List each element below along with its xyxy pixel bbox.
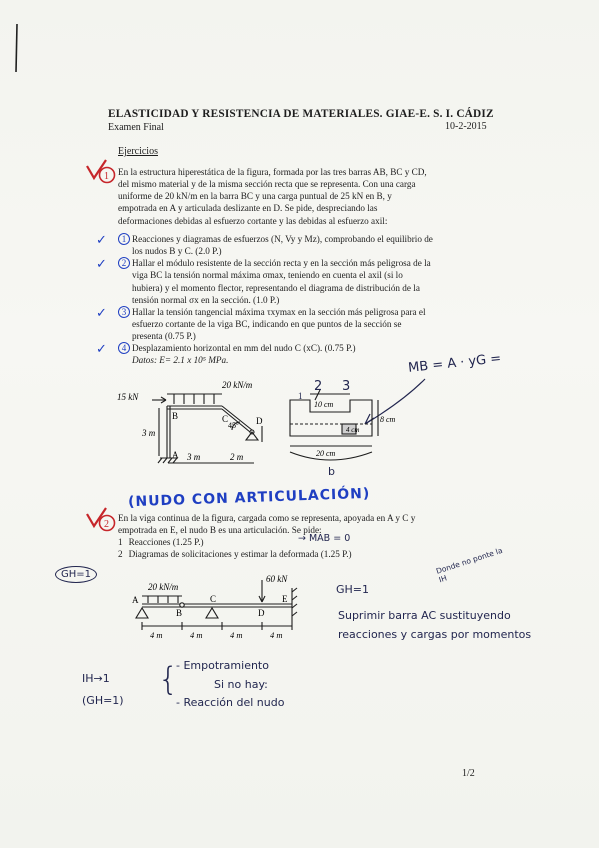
data-line: Datos: E= 2.1 x 10⁵ MPa. (132, 355, 229, 366)
label-load: 20 kN/m (148, 582, 179, 592)
intro-line: empotrada en A y articulada deslizante en D. Se pide, despreciando las (118, 203, 378, 214)
handwritten-formula: MB = A · yG = (407, 351, 502, 376)
label-node-c: C (222, 414, 229, 424)
item-number: 1 (118, 233, 130, 245)
item-number: 4 (118, 342, 130, 354)
item-3 (96, 304, 488, 342)
label-span-4: 4 m (270, 630, 283, 640)
item-line: esfuerzo cortante de la viga BC, indicando en que puntos de la sección se (132, 318, 402, 329)
label-node-a: A (132, 595, 139, 605)
handwritten-1: 1 (298, 391, 303, 401)
label-angle-45: 45º (228, 421, 239, 430)
exercise-1-number: 1 (104, 171, 109, 182)
label-inner-4cm: 4 cm (346, 426, 360, 434)
label-base-20cm: 20 cm (316, 449, 336, 458)
label-node-b: B (172, 411, 179, 421)
exercise-1-intro (118, 166, 488, 227)
item-line: Hallar la tensión tangencial máxima τxymax en la sección más peligrosa para el (132, 306, 426, 317)
brace-icon: { (158, 660, 179, 698)
label-node-c: C (210, 594, 217, 604)
label-point-load: 60 kN (266, 574, 288, 584)
label-node-e: E (282, 594, 288, 604)
exam-title: ELASTICIDAD Y RESISTENCIA DE MATERIALES. GIAE-E. S. I. CÁDIZ (108, 108, 494, 120)
section-heading: Ejercicios (118, 146, 158, 157)
label-height-3m: 3 m (142, 428, 156, 438)
bullet-line: Si no hay: (214, 677, 268, 691)
label-load-15: 15 kN (117, 392, 139, 402)
note-right: Donde no ponte la IH (434, 545, 504, 585)
page-number: 1/2 (462, 768, 475, 779)
intro-line: En la estructura hiperestática de la figura, formada por las tres barras AB, BC y CD, (118, 167, 427, 177)
bullet-notes (176, 657, 284, 713)
item-number: 3 (118, 306, 130, 318)
exercise-2-number: 2 (104, 519, 109, 530)
item-4 (96, 341, 488, 357)
handwritten-2: 2 (314, 379, 323, 394)
gh-equals: GH=1 (336, 583, 370, 596)
beam-figure (120, 568, 325, 643)
label-node-d: D (256, 416, 263, 426)
item-number: 1 (118, 537, 123, 548)
intro-line: del mismo material y de la misma sección recta que se representa. Con una carga (118, 179, 416, 190)
check-mark-1 (84, 158, 118, 186)
ih-label: IH→1 (82, 672, 110, 685)
intro-line: deformaciones debidas al esfuerzo cortante y las debidas al esfuerzo axil: (118, 215, 388, 226)
item-line: Hallar el módulo resistente de la sección recta y en la sección más peligrosa de la (132, 258, 431, 269)
blue-check-icon: ✓ (96, 232, 107, 247)
exercise-1-items (96, 232, 488, 367)
item-text: Reacciones (1.25 P.) (128, 537, 204, 548)
item-2 (96, 256, 488, 306)
item-line: presenta (0.75 P.) (132, 331, 196, 342)
item-line: tensión normal σx en la sección. (1.0 P.) (132, 294, 280, 305)
note-line: reacciones y cargas por momentos (338, 628, 532, 642)
margin-stroke (16, 24, 17, 72)
label-node-a: A (172, 450, 179, 460)
label-node-d: D (258, 608, 265, 618)
item-line: Desplazamiento horizontal en mm del nudo C (xC). (0.75 P.) (132, 343, 356, 354)
suprimir-note (338, 606, 578, 645)
label-span-2: 4 m (190, 630, 203, 640)
item-line: viga BC la tensión normal máxima σmax, teniendo en cuenta el axil (si lo (132, 270, 403, 281)
item-line: hubiera) y el momento flector, representando el diagrama de distribución de la (132, 282, 420, 293)
gh-circle: GH=1 (55, 566, 97, 583)
handwritten-3: 3 (342, 379, 351, 394)
label-height-8cm: 8 cm (380, 415, 396, 424)
intro-line: empotrada en E, el nudo B es una articulación. Se pide: (118, 525, 322, 536)
handwritten-mab: → MAB = 0 (298, 533, 351, 544)
blue-check-icon: ✓ (96, 304, 107, 320)
item-1 (96, 232, 488, 257)
frame-figure (112, 378, 292, 468)
label-top-10cm: 10 cm (314, 400, 334, 409)
bullet-line: - Reacción del nudo (176, 696, 285, 710)
item-number: 2 (118, 549, 123, 560)
cross-section-figure (280, 378, 408, 478)
label-load-20: 20 kN/m (222, 380, 253, 390)
handwritten-b: b (328, 465, 335, 478)
check-mark-2 (84, 506, 118, 534)
label-width-3m: 3 m (187, 452, 201, 462)
intro-line: uniforme de 20 kN/m en la barra BC y una carga puntual de 25 kN en B, y (118, 191, 392, 202)
exam-date: 10-2-2015 (445, 121, 487, 132)
exam-type: Examen Final (108, 122, 164, 133)
blue-heading: (NUDO CON ARTICULACIÓN) (127, 485, 371, 511)
intro-line: En la viga continua de la figura, cargada como se representa, apoyada en A y C y (118, 513, 416, 523)
note-line: Suprimir barra AC sustituyendo (338, 609, 511, 622)
blue-check-icon: ✓ (96, 341, 107, 357)
item-line: los nudos B y C. (2.0 P.) (132, 246, 222, 257)
item-text: Diagramas de solicitaciones y estimar la deformada (1.25 P.) (128, 549, 352, 560)
label-span-1: 4 m (150, 630, 163, 640)
item-number: 2 (118, 257, 130, 269)
bullet-line: - Empotramiento (176, 659, 269, 672)
gh-label: (GH=1) (82, 694, 124, 707)
label-width-2m: 2 m (230, 452, 244, 462)
label-span-3: 4 m (230, 630, 243, 640)
item-line: Reacciones y diagramas de esfuerzos (N, Vy y Mz), comprobando el equilibrio de (132, 234, 433, 244)
label-node-b: B (176, 608, 183, 618)
item-row (118, 548, 488, 560)
blue-check-icon: ✓ (96, 256, 107, 272)
